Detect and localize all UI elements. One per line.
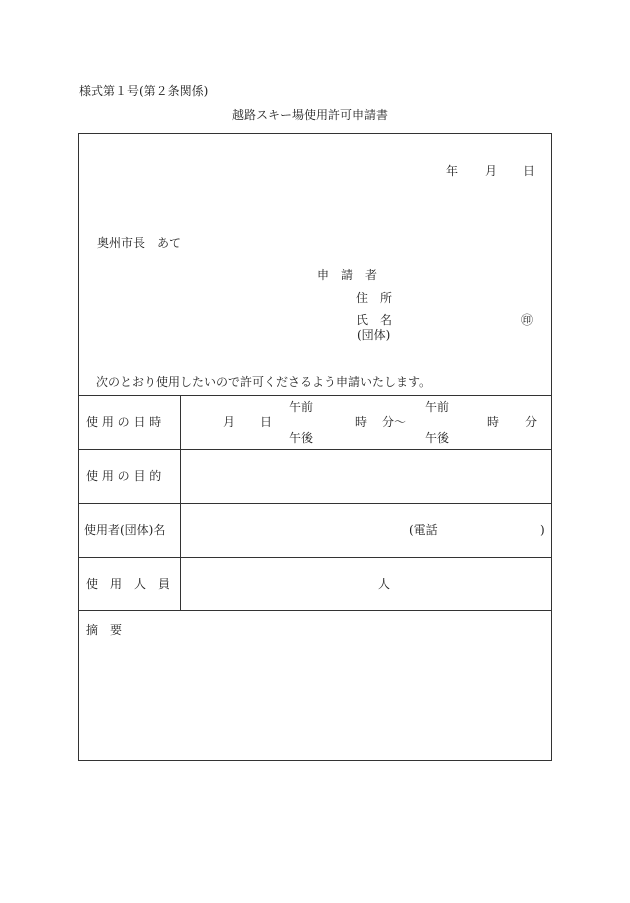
end-pm-label: 午後	[425, 431, 450, 445]
use-month-label: 月	[223, 415, 236, 429]
phone-label: (電話	[409, 523, 438, 537]
name-label: 氏 名	[356, 313, 393, 327]
column-divider	[180, 395, 181, 610]
form-number: 様式第１号(第２条関係)	[79, 84, 209, 98]
request-text: 次のとおり使用したいので許可くださるよう申請いたします。	[96, 375, 432, 389]
start-hour-label: 時	[355, 415, 368, 429]
use-day-label: 日	[260, 415, 273, 429]
headcount-unit: 人	[378, 577, 391, 591]
date-year-label: 年	[446, 164, 459, 178]
start-pm-label: 午後	[289, 431, 314, 445]
row-divider	[78, 610, 552, 611]
date-day-label: 日	[523, 164, 536, 178]
end-minute-label: 分	[525, 415, 538, 429]
applicant-label: 申 請 者	[317, 268, 378, 282]
datetime-label: 使 用 の 日 時	[86, 415, 162, 429]
row-divider	[78, 557, 552, 558]
addressee: 奥州市長 あて	[97, 236, 182, 250]
document-title: 越路スキー場使用許可申請書	[232, 108, 389, 122]
purpose-label: 使 用 の 目 的	[86, 469, 162, 483]
end-hour-label: 時	[487, 415, 500, 429]
organization-label: (団体)	[357, 328, 391, 342]
user-name-label: 使用者(団体)名	[84, 523, 166, 537]
seal-mark: ㊞	[521, 313, 534, 327]
row-divider	[78, 449, 552, 450]
remarks-label: 摘 要	[86, 623, 123, 637]
row-divider	[78, 503, 552, 504]
start-minute-range: 分〜	[382, 415, 407, 429]
end-am-label: 午前	[425, 400, 450, 414]
start-am-label: 午前	[289, 400, 314, 414]
address-label: 住 所	[356, 291, 393, 305]
form-frame	[78, 133, 552, 761]
row-divider	[78, 395, 552, 396]
date-month-label: 月	[485, 164, 498, 178]
headcount-label: 使 用 人 員	[86, 577, 171, 591]
phone-close-paren: )	[540, 523, 545, 537]
